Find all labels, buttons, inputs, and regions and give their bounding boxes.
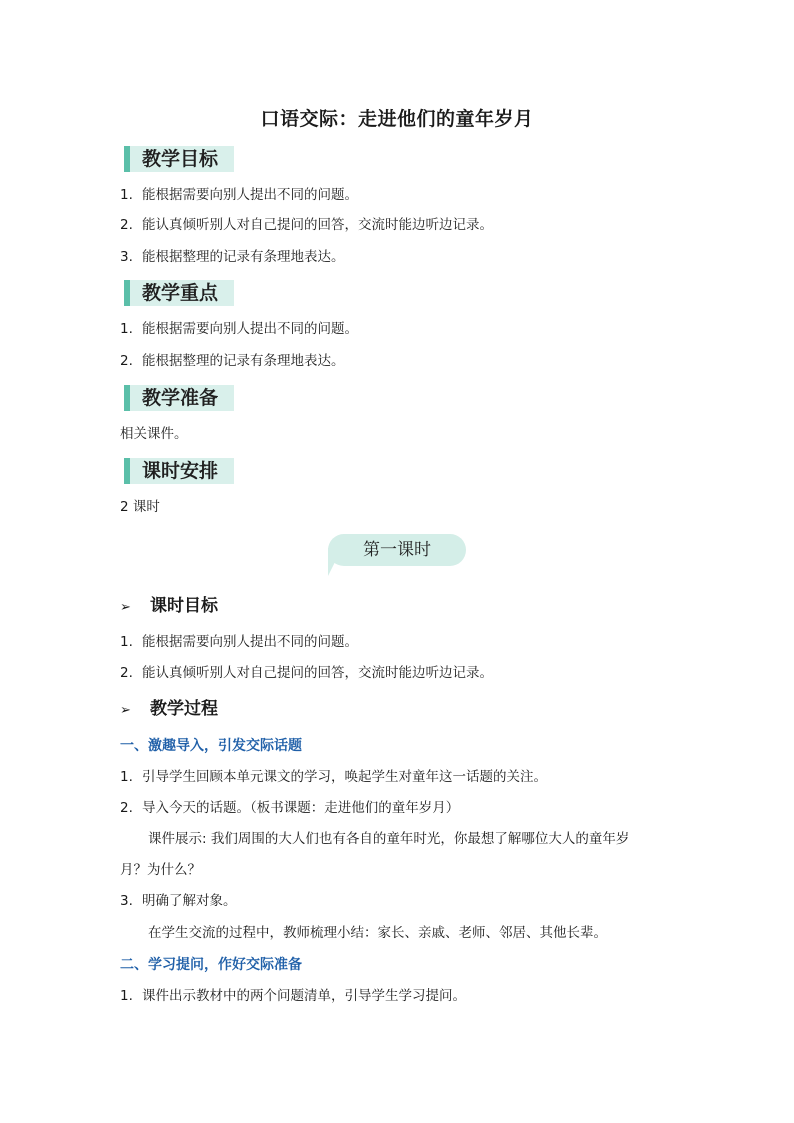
list-text: 能认真倾听别人对自己提问的回答，交流时能边听边记录。 bbox=[142, 217, 493, 233]
list-item bbox=[120, 319, 358, 339]
section-heading-objectives bbox=[124, 146, 234, 172]
part-one-title: 一、激趣导入，引发交际话题 bbox=[120, 738, 302, 754]
list-item bbox=[120, 986, 466, 1006]
arrow-right-icon: ➢ bbox=[120, 703, 131, 718]
list-number: 1. bbox=[120, 988, 133, 1004]
arrow-right-icon: ➢ bbox=[120, 600, 131, 615]
list-item bbox=[120, 798, 459, 818]
list-number: 1. bbox=[120, 769, 133, 785]
list-number: 2. bbox=[120, 665, 133, 681]
paragraph-line: 在学生交流的过程中，教师梳理小结：家长、亲戚、老师、邻居、其他长辈。 bbox=[148, 925, 607, 941]
list-number: 1. bbox=[120, 321, 133, 337]
paragraph-line: 课件展示: 我们周围的大人们也有各自的童年时光，你最想了解哪位大人的童年岁 bbox=[148, 831, 630, 847]
lesson-pill: 第一课时 bbox=[328, 534, 466, 566]
part-two-title: 二、学习提问，作好交际准备 bbox=[120, 957, 302, 973]
section-heading-label: 教学准备 bbox=[142, 387, 219, 409]
list-number: 3. bbox=[120, 249, 133, 265]
process-label: 教学过程 bbox=[150, 699, 218, 719]
list-item bbox=[120, 185, 358, 205]
section-heading-preparation bbox=[124, 385, 234, 411]
section-heading-label: 教学重点 bbox=[142, 282, 219, 304]
list-number: 2. bbox=[120, 353, 133, 369]
preparation-text: 相关课件。 bbox=[120, 426, 188, 442]
list-item bbox=[120, 247, 345, 267]
section-heading-schedule bbox=[124, 458, 234, 484]
list-item bbox=[120, 351, 345, 371]
list-number: 3. bbox=[120, 893, 133, 909]
lesson-goals-heading bbox=[120, 595, 218, 619]
list-text: 明确了解对象。 bbox=[142, 893, 237, 909]
list-text: 能根据需要向别人提出不同的问题。 bbox=[142, 321, 358, 337]
list-number: 1. bbox=[120, 187, 133, 203]
section-heading-label: 教学目标 bbox=[142, 148, 219, 170]
list-item bbox=[120, 891, 237, 911]
process-heading bbox=[120, 698, 218, 722]
section-heading-key-points bbox=[124, 280, 234, 306]
document-title: 口语交际：走进他们的童年岁月 bbox=[260, 108, 534, 130]
list-text: 导入今天的话题。（板书课题：走进他们的童年岁月） bbox=[142, 800, 460, 816]
list-item bbox=[120, 663, 493, 683]
list-text: 能根据需要向别人提出不同的问题。 bbox=[142, 634, 358, 650]
list-item bbox=[120, 767, 547, 787]
section-heading-label: 课时安排 bbox=[142, 460, 219, 482]
paragraph-line: 月？为什么？ bbox=[120, 862, 201, 878]
list-number: 1. bbox=[120, 634, 133, 650]
lesson-goals-label: 课时目标 bbox=[150, 596, 218, 616]
list-item bbox=[120, 215, 493, 235]
list-text: 引导学生回顾本单元课文的学习，唤起学生对童年这一话题的关注。 bbox=[142, 769, 547, 785]
list-item bbox=[120, 632, 358, 652]
list-text: 能根据整理的记录有条理地表达。 bbox=[142, 249, 345, 265]
list-number: 2. bbox=[120, 800, 133, 816]
list-text: 能根据需要向别人提出不同的问题。 bbox=[142, 187, 358, 203]
schedule-text: 2 课时 bbox=[120, 499, 160, 515]
list-text: 课件出示教材中的两个问题清单，引导学生学习提问。 bbox=[142, 988, 466, 1004]
list-text: 能认真倾听别人对自己提问的回答，交流时能边听边记录。 bbox=[142, 665, 493, 681]
list-text: 能根据整理的记录有条理地表达。 bbox=[142, 353, 345, 369]
list-number: 2. bbox=[120, 217, 133, 233]
